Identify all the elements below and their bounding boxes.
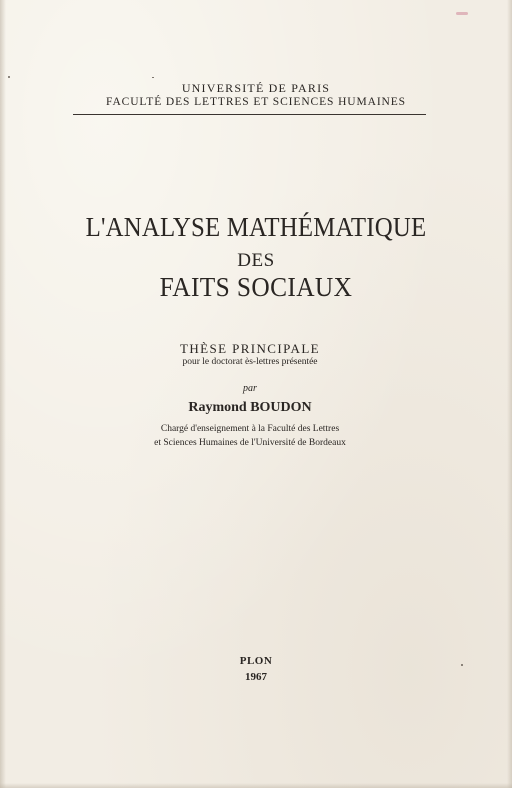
by-label: par <box>243 383 257 394</box>
paper-speck <box>8 76 10 78</box>
book-title-line2: DES <box>237 250 275 271</box>
page-edge-shadow <box>507 0 512 788</box>
faculty-name: FACULTÉ DES LETTRES ET SCIENCES HUMAINES <box>106 96 406 108</box>
publication-year: 1967 <box>245 671 267 683</box>
header-rule <box>73 114 426 115</box>
author-affiliation-line1: Chargé d'enseignement à la Faculté des Lettres <box>160 424 340 434</box>
author-affiliation-line2: et Sciences Humaines de l'Université de Bordeaux <box>154 438 346 448</box>
thesis-subtitle: pour le doctorat ès-lettres présentée <box>182 357 318 367</box>
stain-mark <box>456 12 468 15</box>
book-title-line3: FAITS SOCIAUX <box>159 272 353 302</box>
page-edge-shadow <box>0 783 512 788</box>
book-title-line1: L'ANALYSE MATHÉMATIQUE <box>85 212 427 242</box>
page-edge-shadow <box>0 0 6 788</box>
paper-speck <box>152 77 154 78</box>
publisher-name: PLON <box>239 655 273 667</box>
thesis-type: THÈSE PRINCIPALE <box>179 341 320 356</box>
author-name: Raymond BOUDON <box>188 400 312 415</box>
university-name: UNIVERSITÉ DE PARIS <box>181 81 331 95</box>
